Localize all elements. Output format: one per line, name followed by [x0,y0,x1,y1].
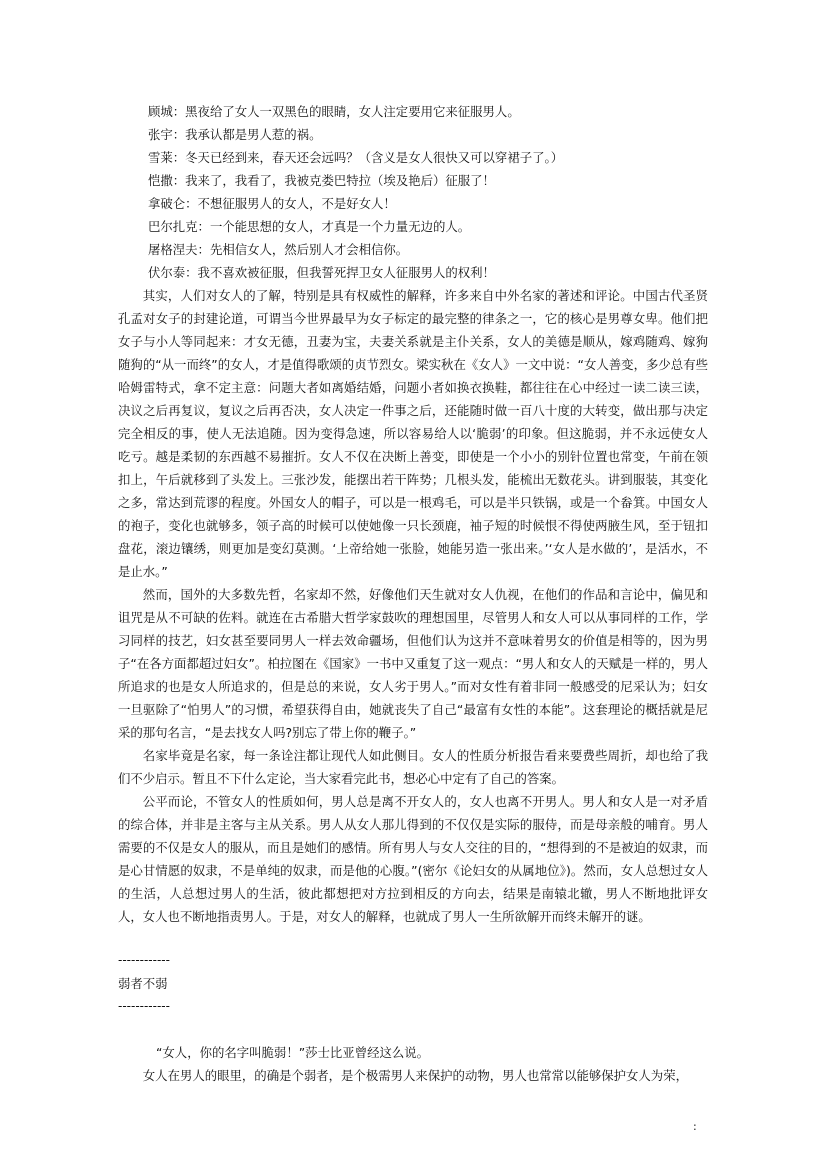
section-divider: ------------ [118,999,170,1013]
body-paragraph: 其实，人们对女人的了解，特别是具有权威性的解释，许多来自中外名家的著述和评论。中国古代圣贤孔孟对女子的封建论道，可谓当今世界最早为女子标定的最完整的律条之一，它的核心是男尊女卑。他们把女子与小人等同起来：才女无德，丑妻为宝，夫妻关系就是主仆关系，女人的美德是顺从，嫁鸡随鸡、嫁狗随狗的“从一而终”的女人，才是值得歌颂的贞节烈女。梁实秋在《女人》一文中说：“女人善变，多少总有些哈姆雷特式，拿不定主意：问题大者如离婚结婚，问题小者如换衣换鞋，都往往在心中经过一读二读三读，决议之后再复议，复议之后再否决，女人决定一件事之后，还能随时做一百八十度的大转变，做出那与决定完全相反的事，使人无法追随。因为变得急速，所以容易给人以‘脆弱’的印象。但这脆弱，并不永远使女人吃亏。越是柔韧的东西越不易摧折。女人不仅在决断上善变，即使是一个小小的别针位置也常变，午前在领扣上，午后就移到了头发上。三张沙发，能摆出若干阵势；几根头发，能梳出无数花头。讲到服装，其变化之多，常达到荒谬的程度。外国女人的帽子，可以是一根鸡毛，可以是半只铁锅，或是一个畚箕。中国女人的袍子，变化也就够多，领子高的时候可以使她像一只长颈鹿，袖子短的时候恨不得使两腋生风，至于钮扣盘花，滚边镶绣，则更加是变幻莫测。‘上帝给她一张脸，她能另造一张出来。’‘女人是水做的’，是活水，不是止水。” [118,288,708,579]
closing-quote: “女人，你的名字叫脆弱！”莎士比亚曾经这么说。 [156,1045,430,1060]
body-paragraph: 公平而论，不管女人的性质如何，男人总是离不开女人的，女人也离不开男人。男人和女人是一对矛盾的综合体，并非是主客与主从关系。男人从女人那儿得到的不仅仅是实际的服侍，而是母亲般的哺育。男人需要的不仅是女人的服从，而且是她们的感情。所有男人与女人交往的目的，“想得到的不是被迫的奴隶，而是心甘情愿的奴隶，不是单纯的奴隶，而是他的心腹。”(密尔《论妇女的从属地位》)。然而，女人总想过女人的生活，人总想过男人的生活，彼此都想把对方拉到相反的方向去，结果是南辕北辙，男人不断地批评女人，女人也不断地指责男人。于是，对女人的解释，也就成了男人一生所欲解开而终未解开的谜。 [118,794,708,924]
quote-line: 屠格涅夫：先相信女人，然后别人才会相信你。 [148,242,409,257]
page-mark: : [693,1120,697,1133]
quote-line: 张宇：我承认都是男人惹的祸。 [148,127,322,142]
section-title: 弱者不弱 [118,976,168,991]
blank-line [118,1018,708,1041]
quote-line: 顾城：黑夜给了女人一双黑色的眼睛，女人注定要用它来征服男人。 [148,104,520,119]
quote-line: 恺撒：我来了，我看了，我被克娄巴特拉（埃及艳后）征服了！ [148,173,495,188]
quote-line: 拿破仑：不想征服男人的女人，不是好女人！ [148,196,396,211]
quote-list [118,100,708,284]
section-divider: ------------ [118,953,170,967]
body-paragraph: 女人在男人的眼里，的确是个弱者，是个极需男人来保护的动物，男人也常常以能够保护女人为荣， [142,1068,688,1083]
quote-line: 巴尔扎克：一个能思想的女人，才真是一个力量无边的人。 [148,219,471,234]
quote-line: 雪莱：冬天已经到来，春天还会远吗？（含义是女人很快又可以穿裙子了。） [148,150,564,165]
body-paragraph: 名家毕竟是名家，每一条诠注都让现代人如此侧目。女人的性质分析报告看来要费些周折，却也给了我们不少启示。暂且不下什么定论，当大家看完此书，想必心中定有了自己的答案。 [118,748,708,786]
body-paragraph: 然而，国外的大多数先哲，名家却不然，好像他们天生就对女人仇视，在他们的作品和言论中，偏见和诅咒是从不可缺的佐料。就连在古希腊大哲学家鼓吹的理想国里，尽管男人和女人可以从事同样的工作，学习同样的技艺，妇女甚至要同男人一样去效命疆场，但他们认为这并不意味着男女的价值是相等的，因为男子“在各方面都超过妇女”。柏拉图在《国家》一书中又重复了这一观点：“男人和女人的天赋是一样的，男人所追求的也是女人所追求的，但是总的来说，女人劣于男人。”而对女性有着非同一般感受的尼采认为；妇女一旦驱除了“怕男人”的习惯，希望获得自由，她就丧失了自己“最富有女性的本能”。这套理论的概括就是尼采的那句名言，“是去找女人吗?别忘了带上你的鞭子。” [118,587,708,740]
document-body [118,100,708,1087]
quote-line: 伏尔泰：我不喜欢被征服，但我誓死捍卫女人征服男人的权利！ [148,265,495,280]
